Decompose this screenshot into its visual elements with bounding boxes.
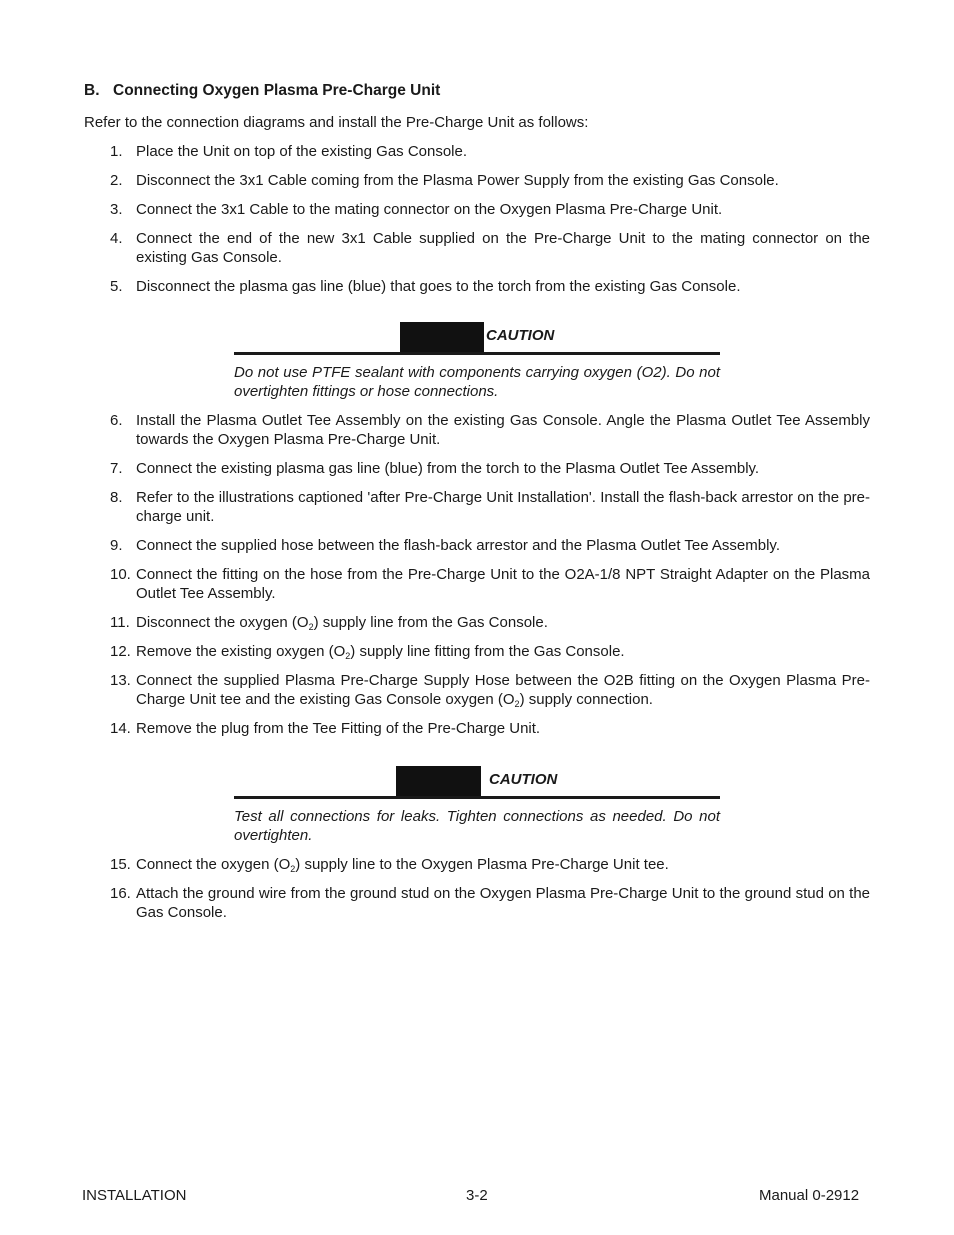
- step-item: [110, 671, 870, 709]
- step-text: [136, 614, 548, 631]
- subscript-2: 2: [514, 699, 520, 709]
- caution-box-leaks: [234, 766, 720, 845]
- step-item: [110, 719, 870, 738]
- step-number: 1.: [110, 143, 123, 160]
- step-text: Disconnect the 3x1 Cable coming from the Plasma Power Supply from the existing Gas Console.: [136, 172, 779, 189]
- step-number: 9.: [110, 537, 123, 554]
- step-item: [110, 142, 870, 161]
- steps-list-1-5: [110, 142, 870, 306]
- step-text: Refer to the illustrations captioned 'after Pre-Charge Unit Installation'. Install the flash-back arrestor on the pre-charge unit.: [136, 489, 870, 525]
- caution-header: [234, 766, 720, 799]
- step-item: [110, 884, 870, 922]
- step-number: 15.: [110, 856, 131, 873]
- steps-list-15-16: [110, 855, 870, 932]
- step-item: [110, 488, 870, 526]
- steps-list-6-14: [110, 411, 870, 748]
- step-text: Connect the fitting on the hose from the Pre-Charge Unit to the O2A-1/8 NPT Straight Adapter on the Plasma Outlet Tee Assembly.: [136, 566, 870, 602]
- step-text: Place the Unit on top of the existing Gas Console.: [136, 143, 468, 160]
- step-text: Disconnect the plasma gas line (blue) that goes to the torch from the existing Gas Console.: [136, 278, 741, 295]
- caution-text: Test all connections for leaks. Tighten connections as needed. Do not overtighten.: [234, 808, 720, 844]
- step-number: 11.: [110, 614, 130, 631]
- caution-text: Do not use PTFE sealant with components carrying oxygen (O2). Do not overtighten fittings or hose connections.: [234, 364, 720, 400]
- step-text-post: ) supply line from the Gas Console.: [313, 614, 548, 631]
- step-item: [110, 855, 870, 874]
- step-item: [110, 229, 870, 267]
- section-intro: Refer to the connection diagrams and install the Pre-Charge Unit as follows:: [84, 114, 589, 131]
- step-number: 16.: [110, 885, 131, 902]
- caution-black-block: [400, 322, 484, 352]
- step-text-pre: Disconnect the oxygen (O: [136, 614, 309, 631]
- caution-box-ptfe: [234, 322, 720, 401]
- step-number: 5.: [110, 278, 123, 295]
- step-number: 7.: [110, 460, 123, 477]
- step-number: 10.: [110, 566, 131, 583]
- footer-page-number: 3-2: [466, 1187, 488, 1204]
- step-number: 3.: [110, 201, 123, 218]
- step-number: 6.: [110, 412, 123, 429]
- step-text-post: ) supply line to the Oxygen Plasma Pre-Charge Unit tee.: [295, 856, 669, 873]
- step-item: [110, 536, 870, 555]
- step-item: [110, 277, 870, 296]
- step-number: 8.: [110, 489, 123, 506]
- caution-label: CAUTION: [489, 771, 558, 788]
- step-item: [110, 642, 870, 661]
- step-number: 2.: [110, 172, 123, 189]
- step-text-pre: Remove the existing oxygen (O: [136, 643, 346, 660]
- step-item: [110, 411, 870, 449]
- step-text-post: ) supply connection.: [519, 691, 653, 708]
- step-text-pre: Connect the supplied Plasma Pre-Charge Supply Hose between the O2B fitting on the Oxygen Plasma Pre-Charge Unit tee and the existing Gas Console oxygen (O: [136, 672, 870, 708]
- step-number: 12.: [110, 643, 131, 660]
- subscript-2: 2: [345, 651, 351, 661]
- subscript-2: 2: [308, 622, 314, 632]
- step-number: 13.: [110, 672, 131, 689]
- step-text: Install the Plasma Outlet Tee Assembly on the existing Gas Console. Angle the Plasma Outlet Tee Assembly towards the Oxygen Plasma Pre-Charge Unit.: [136, 412, 870, 448]
- step-text-post: ) supply line fitting from the Gas Console.: [350, 643, 625, 660]
- step-text: [136, 672, 870, 708]
- step-text: [136, 643, 625, 660]
- step-text: [136, 856, 669, 873]
- step-item: [110, 459, 870, 478]
- section-letter: B.: [84, 82, 100, 99]
- section-heading: [84, 82, 440, 100]
- footer-section-name: INSTALLATION: [82, 1187, 187, 1204]
- section-title: Connecting Oxygen Plasma Pre-Charge Unit: [113, 82, 441, 99]
- caution-black-block: [396, 766, 481, 796]
- step-number: 4.: [110, 230, 123, 247]
- step-text: Connect the 3x1 Cable to the mating connector on the Oxygen Plasma Pre-Charge Unit.: [136, 201, 723, 218]
- step-text: Remove the plug from the Tee Fitting of the Pre-Charge Unit.: [136, 720, 541, 737]
- step-item: [110, 200, 870, 219]
- step-item: [110, 565, 870, 603]
- step-number: 14.: [110, 720, 131, 737]
- subscript-2: 2: [290, 864, 296, 874]
- step-text: Connect the end of the new 3x1 Cable supplied on the Pre-Charge Unit to the mating connector on the existing Gas Console.: [136, 230, 870, 266]
- step-item: [110, 613, 870, 632]
- step-text: Connect the existing plasma gas line (blue) from the torch to the Plasma Outlet Tee Assembly.: [136, 460, 760, 477]
- caution-label: CAUTION: [486, 327, 555, 344]
- step-text: Connect the supplied hose between the flash-back arrestor and the Plasma Outlet Tee Assembly.: [136, 537, 780, 554]
- step-item: [110, 171, 870, 190]
- footer-manual-number: Manual 0-2912: [759, 1187, 860, 1204]
- step-text: Attach the ground wire from the ground stud on the Oxygen Plasma Pre-Charge Unit to the ground stud on the Gas Console.: [136, 885, 870, 921]
- step-text-pre: Connect the oxygen (O: [136, 856, 291, 873]
- caution-header: [234, 322, 720, 355]
